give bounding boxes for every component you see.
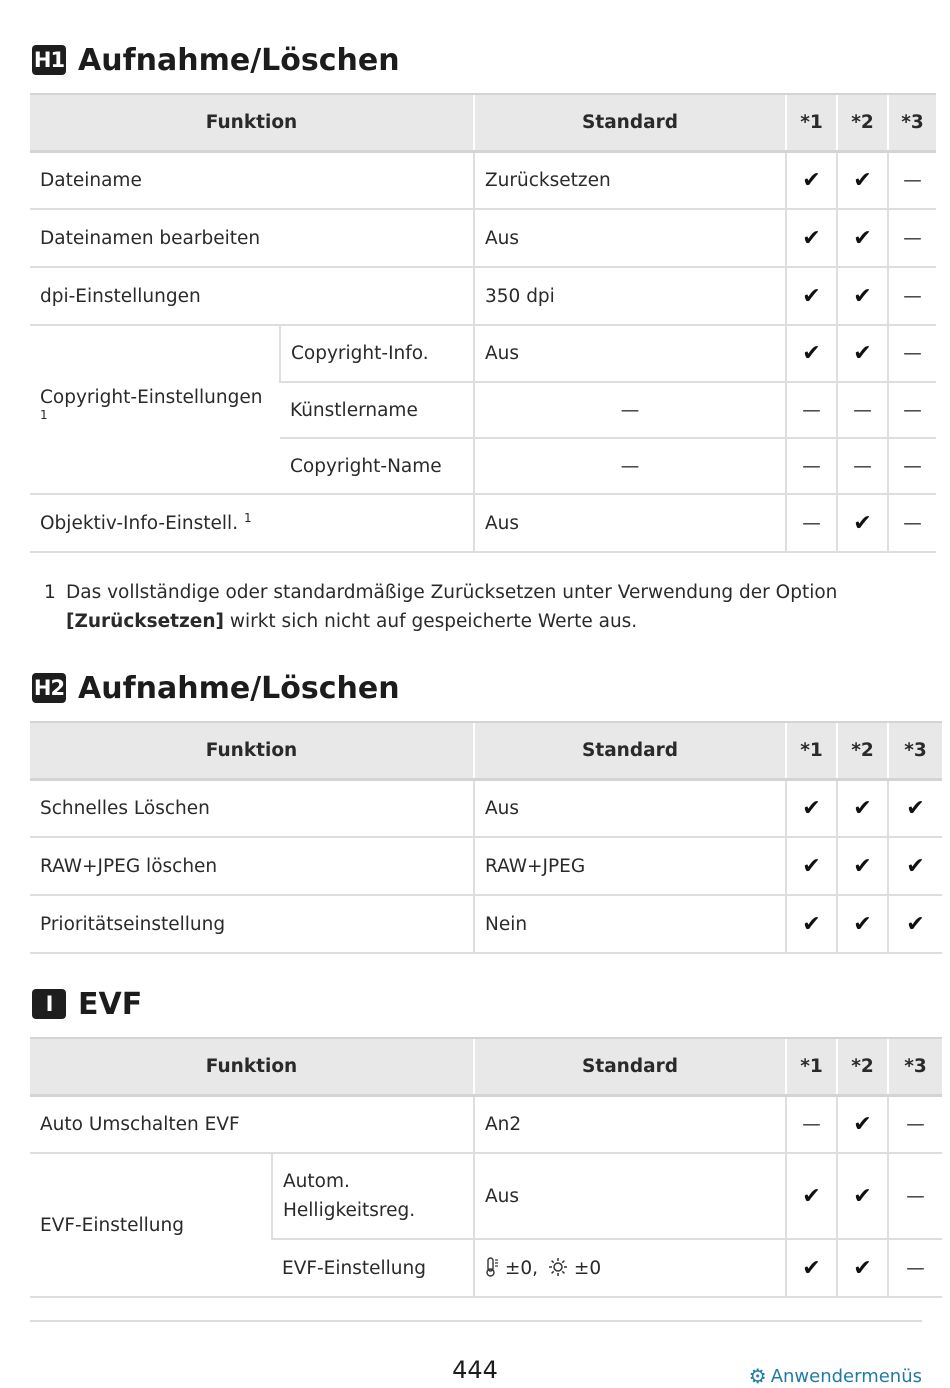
row-standard: Nein	[474, 895, 786, 953]
table-header-row	[30, 1038, 942, 1095]
check-icon: ✔	[786, 837, 837, 895]
header-standard: Standard	[474, 94, 786, 151]
dash-mark: —	[837, 382, 888, 438]
sub-funktion: Copyright-Info.	[280, 325, 474, 382]
table-row	[30, 895, 942, 953]
row-funktion: Dateinamen bearbeiten	[30, 209, 474, 267]
table-header-row	[30, 722, 942, 779]
dash-mark: —	[888, 1095, 942, 1153]
table-row	[30, 837, 942, 895]
sub-funktion: Copyright-Name	[280, 438, 474, 494]
header-col2: *2	[837, 94, 888, 151]
row-funktion: Schnelles Löschen	[30, 779, 474, 837]
row-funktion: dpi-Einstellungen	[30, 267, 474, 325]
footnote-ref: 1	[243, 511, 252, 526]
row-funktion: Auto Umschalten EVF	[30, 1095, 474, 1153]
header-col1: *1	[786, 1038, 837, 1095]
table-h1	[30, 93, 936, 553]
table-row	[30, 325, 936, 382]
color-temperature-icon	[485, 1257, 499, 1277]
i-mode-badge: I	[32, 989, 66, 1019]
check-icon: ✔	[837, 1239, 888, 1297]
check-icon: ✔	[888, 837, 942, 895]
sub-funktion-line2: Helligkeitsreg.	[283, 1200, 416, 1221]
table-row	[30, 1153, 942, 1239]
check-icon: ✔	[837, 1095, 888, 1153]
check-icon: ✔	[837, 325, 888, 382]
check-icon: ✔	[837, 895, 888, 953]
section-heading-h2	[32, 670, 400, 706]
header-col2: *2	[837, 722, 888, 779]
row-funktion: Dateiname	[30, 151, 474, 209]
footnote-text: Das vollständige oder standardmäßige Zurücksetzen unter Verwendung der Option	[66, 582, 838, 603]
row-standard: Aus	[474, 494, 786, 552]
dash-mark: —	[888, 209, 936, 267]
header-col2: *2	[837, 1038, 888, 1095]
check-icon: ✔	[837, 837, 888, 895]
header-col1: *1	[786, 722, 837, 779]
dash-mark: —	[786, 494, 837, 552]
header-funktion: Funktion	[30, 722, 474, 779]
sub-funktion: EVF-Einstellung	[272, 1239, 474, 1297]
header-standard: Standard	[474, 1038, 786, 1095]
brightness-icon	[548, 1257, 568, 1277]
check-icon: ✔	[888, 779, 942, 837]
dash-mark: —	[888, 1239, 942, 1297]
dash-mark: —	[786, 438, 837, 494]
table-evf	[30, 1037, 942, 1298]
row-standard	[474, 1239, 786, 1297]
custom-menu-link[interactable]	[749, 1364, 922, 1388]
dash-mark: —	[474, 382, 786, 438]
section-title: Aufnahme/Löschen	[78, 42, 400, 78]
dash-mark: —	[888, 382, 936, 438]
check-icon: ✔	[786, 895, 837, 953]
check-icon: ✔	[786, 325, 837, 382]
dash-mark: —	[888, 267, 936, 325]
row-standard: RAW+JPEG	[474, 837, 786, 895]
lens-info-label: Objektiv-Info-Einstell.	[40, 513, 239, 535]
dash-mark: —	[888, 438, 936, 494]
check-icon: ✔	[837, 209, 888, 267]
row-standard: Aus	[474, 779, 786, 837]
row-funktion	[30, 494, 474, 552]
check-icon: ✔	[837, 151, 888, 209]
check-icon: ✔	[837, 267, 888, 325]
custom-menu-link-label: Anwendermenüs	[770, 1365, 922, 1387]
row-funktion: Prioritätseinstellung	[30, 895, 474, 953]
check-icon: ✔	[786, 1153, 837, 1239]
dash-mark: —	[837, 438, 888, 494]
table-row	[30, 267, 936, 325]
brightness-value: ±0	[573, 1258, 602, 1279]
row-funktion-group: EVF-Einstellung	[30, 1153, 272, 1297]
check-icon: ✔	[888, 895, 942, 953]
header-col3: *3	[888, 722, 942, 779]
check-icon: ✔	[786, 267, 837, 325]
copyright-settings-label: Copyright-Einstellungen	[40, 387, 263, 409]
check-icon: ✔	[837, 494, 888, 552]
dash-mark: —	[888, 1153, 942, 1239]
h1-mode-badge: H1	[32, 45, 66, 75]
row-standard: 350 dpi	[474, 267, 786, 325]
row-standard: An2	[474, 1095, 786, 1153]
check-icon: ✔	[786, 151, 837, 209]
table-row	[30, 779, 942, 837]
table-row	[30, 209, 936, 267]
check-icon: ✔	[837, 779, 888, 837]
row-standard: Zurücksetzen	[474, 151, 786, 209]
check-icon: ✔	[786, 779, 837, 837]
header-funktion: Funktion	[30, 1038, 474, 1095]
section-title: EVF	[78, 986, 143, 1022]
table-h2	[30, 721, 942, 954]
sub-funktion	[272, 1153, 474, 1239]
table-header-row	[30, 94, 936, 151]
sub-funktion-line1: Autom.	[283, 1171, 350, 1192]
header-col1: *1	[786, 94, 837, 151]
dash-mark: —	[888, 494, 936, 552]
dash-mark: —	[888, 325, 936, 382]
dash-mark: —	[786, 1095, 837, 1153]
footnote-ref: 1	[40, 408, 48, 423]
footnote-text-end: wirkt sich nicht auf gespeicherte Werte aus.	[223, 611, 638, 632]
table-row	[30, 1095, 942, 1153]
row-standard: Aus	[474, 325, 786, 382]
check-icon: ✔	[786, 209, 837, 267]
table-row	[30, 494, 936, 552]
header-standard: Standard	[474, 722, 786, 779]
footer-divider	[30, 1320, 922, 1322]
header-col3: *3	[888, 94, 936, 151]
table-row	[30, 151, 936, 209]
section-title: Aufnahme/Löschen	[78, 670, 400, 706]
section-heading-evf	[32, 986, 142, 1022]
h2-mode-badge: H2	[32, 673, 66, 703]
page-number: 444	[452, 1356, 498, 1384]
footnote	[44, 578, 924, 636]
dash-mark: —	[786, 382, 837, 438]
row-funktion-group	[30, 325, 280, 494]
check-icon: ✔	[837, 1153, 888, 1239]
sub-funktion: Künstlername	[280, 382, 474, 438]
gear-icon: ⚙	[748, 1364, 767, 1388]
footnote-option: [Zurücksetzen]	[66, 611, 224, 632]
check-icon: ✔	[786, 1239, 837, 1297]
row-standard: Aus	[474, 209, 786, 267]
dash-mark: —	[474, 438, 786, 494]
dash-mark: —	[888, 151, 936, 209]
row-funktion: RAW+JPEG löschen	[30, 837, 474, 895]
header-col3: *3	[888, 1038, 942, 1095]
section-heading-h1	[32, 42, 400, 78]
row-standard: Aus	[474, 1153, 786, 1239]
footnote-number: 1	[44, 582, 56, 603]
header-funktion: Funktion	[30, 94, 474, 151]
color-temperature-value: ±0,	[504, 1258, 539, 1279]
